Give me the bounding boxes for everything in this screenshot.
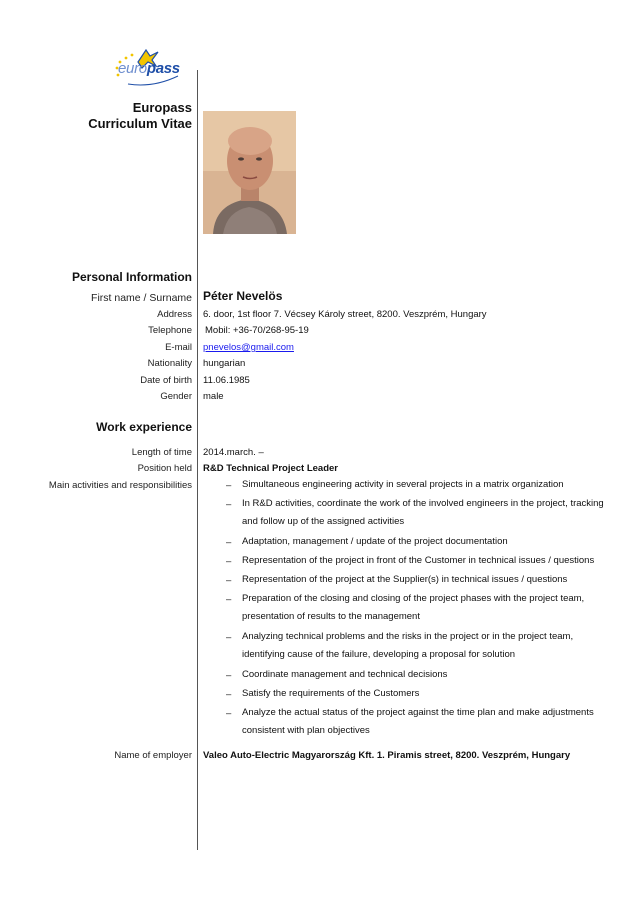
list-item: Representation of the project at the Supplier(s) in technical issues / questions <box>242 574 568 585</box>
dob-label: Date of birth <box>140 375 192 386</box>
list-bullet: – <box>226 594 232 605</box>
profile-photo <box>203 111 296 234</box>
email-label: E-mail <box>165 342 192 353</box>
logo-text-euro: euro <box>118 60 147 77</box>
column-divider <box>197 70 198 850</box>
list-bullet: – <box>226 556 232 567</box>
name-label: First name / Surname <box>91 292 192 304</box>
person-name: Péter Nevelös <box>203 289 283 303</box>
list-bullet: – <box>226 670 232 681</box>
list-bullet: – <box>226 689 232 700</box>
length-label: Length of time <box>131 447 192 458</box>
address-value: 6. door, 1st floor 7. Vécsey Károly street, 8200. Veszprém, Hungary <box>203 309 487 320</box>
activities-label: Main activities and responsibilities <box>48 480 192 491</box>
list-bullet: – <box>226 537 232 548</box>
list-bullet: – <box>226 499 232 510</box>
logo-text-pass: pass <box>146 60 180 77</box>
list-item: Satisfy the requirements of the Customers <box>242 688 420 699</box>
length-value: 2014.march. – <box>203 447 264 458</box>
list-item: Simultaneous engineering activity in several projects in a matrix organization <box>242 479 564 490</box>
employer-label: Name of employer <box>114 750 192 761</box>
section-work-experience: Work experience <box>96 420 192 434</box>
cv-title-line2: Curriculum Vitae <box>88 116 192 131</box>
telephone-value: Mobil: +36-70/268-95-19 <box>205 325 309 336</box>
section-personal-information: Personal Information <box>71 270 192 284</box>
email-link[interactable]: pnevelos@gmail.com <box>203 342 294 353</box>
nationality-value: hungarian <box>203 358 246 369</box>
dob-value: 11.06.1985 <box>203 375 250 386</box>
list-item: Preparation of the closing and closing of the project phases with the project team, presentation of results to the management <box>242 593 585 622</box>
list-item: Analyzing technical problems and the risks in the project or in the project team, identifying cause of the failure, developing a proposal for solution <box>242 631 574 660</box>
employer-value: Valeo Auto-Electric Magyarország Kft. 1. Piramis street, 8200. Veszprém, Hungary <box>203 750 571 761</box>
list-item: Analyze the actual status of the project against the time plan and make adjustments consistent with plan objectives <box>242 707 594 736</box>
address-label: Address <box>157 309 192 320</box>
list-item: In R&D activities, coordinate the work of the involved engineers in the project, tracking and follow up of the assigned activities <box>242 498 604 527</box>
list-bullet: – <box>226 632 232 643</box>
list-item: Representation of the project in front of the Customer in technical issues / questions <box>242 555 595 566</box>
gender-value: male <box>203 391 224 402</box>
gender-label: Gender <box>160 391 192 402</box>
position-value: R&D Technical Project Leader <box>203 463 338 474</box>
logo-wordmark <box>118 60 180 77</box>
list-item: Coordinate management and technical decisions <box>242 669 448 680</box>
nationality-label: Nationality <box>147 358 192 369</box>
list-bullet: – <box>226 575 232 586</box>
list-bullet: – <box>226 708 232 719</box>
position-label: Position held <box>137 463 192 474</box>
telephone-label: Telephone <box>148 325 192 336</box>
list-bullet: – <box>226 480 232 491</box>
list-item: Adaptation, management / update of the project documentation <box>242 536 508 547</box>
cv-title-line1: Europass <box>132 100 192 115</box>
